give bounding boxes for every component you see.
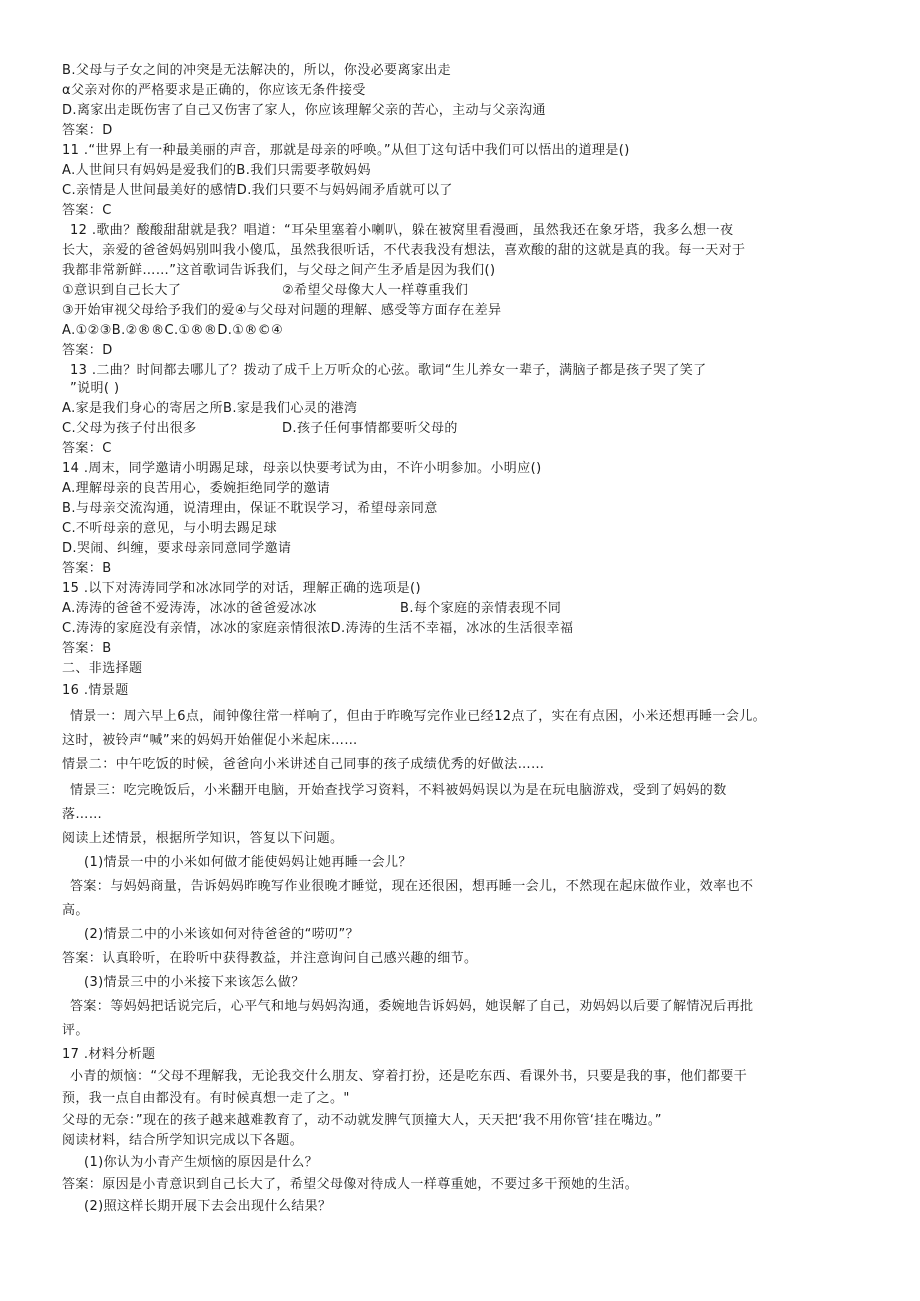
question-15-options-cd: C.涛涛的家庭没有亲情，冰冰的家庭亲情很浓D.涛涛的生活不幸福，冰冰的生活很幸福: [62, 621, 574, 636]
statement-1: ①意识到自己长大了: [62, 283, 182, 298]
sub-answer-2: 答案：认真聆听，在聆听中获得教益，并注意询问自己感兴趣的细节。: [62, 951, 478, 966]
sub-question-1: (1)情景一中的小米如何做才能使妈妈让她再睡一会儿？: [84, 855, 412, 870]
question-12-statements-1: [62, 282, 469, 299]
question-13: 13 .二曲？时间都去哪儿了？拨动了成千上万听众的心弦。歌词“生儿养女一辈子，满脑子都是孩子哭了笑了: [70, 363, 707, 378]
sub-question-17-2: (2)照这样长期开展下去会出现什么结果？: [84, 1199, 332, 1214]
question-12-statements-2: ③开始审视父母给予我们的爱④与父母对问题的理解、感受等方面存在差异: [62, 303, 502, 318]
option-a: A.涛涛的爸爸不爱涛涛，冰冰的爸爸爱冰冰: [62, 601, 317, 616]
answer-10: 答案：D: [62, 123, 113, 138]
question-15: 15 .以下对涛涛同学和冰冰同学的对话，理解正确的选项是(): [62, 581, 421, 596]
question-13-options-cd: [62, 420, 458, 437]
sub-answer-17-1: 答案：原因是小青意识到自己长大了，希望父母像对待成人一样尊重她，不要过多干预她的生活。: [62, 1177, 639, 1192]
question-14-option-b: B.与母亲交流沟通，说清理由，保证不耽误学习，希望母亲同意: [62, 501, 438, 516]
question-12-cont-2: 我都非常新鲜……”这首歌词告诉我们，与父母之间产生矛盾是因为我们(): [62, 263, 496, 278]
section-heading: 二、非选择题: [62, 661, 143, 676]
answer-13: 答案：C: [62, 441, 112, 456]
question-12: 12 .歌曲？酸酸甜甜就是我？唱道：“耳朵里塞着小喇叭，躲在被窝里看漫画，虽然我还在象牙塔，我多么想一夜: [70, 223, 734, 238]
answer-14: 答案：B: [62, 561, 112, 576]
question-12-cont-1: 长大，亲爱的爸爸妈妈别叫我小傻瓜，虽然我很听话，不代表我没有想法，喜欢酸的甜的这就是真的我。每一天对于: [62, 243, 746, 258]
scenario-2: 情景二：中午吃饭的时候，爸爸向小米讲述自己同事的孩子成绩优秀的好做法……: [62, 757, 545, 772]
instruction: 阅读上述情景，根据所学知识，答复以下问题。: [62, 831, 344, 846]
question-11-options-ab: A.人世间只有妈妈是爱我们的B.我们只需要孝敬妈妈: [62, 163, 371, 178]
scenario-3: 情景三：吃完晚饭后，小米翻开电脑，开始查找学习资料，不料被妈妈误以为是在玩电脑游戏，受到了妈妈的数: [70, 783, 727, 798]
material-1: 小青的烦恼：“父母不理解我，无论我交什么朋友、穿着打扮，还是吃东西、看课外书，只要是我的事，他们都要干: [70, 1069, 748, 1084]
material-1-cont: 预，我一点自由都没有。有时候真想一走了之。": [62, 1091, 350, 1106]
question-11-options-cd: C.亲情是人世间最美好的感情D.我们只要不与妈妈闹矛盾就可以了: [62, 183, 453, 198]
scenario-3-cont: 落……: [62, 807, 103, 822]
question-13-cont: ”说明( ): [70, 381, 120, 396]
sub-answer-3-cont: 评。: [62, 1023, 89, 1038]
option-b: B.每个家庭的亲情表现不同: [400, 601, 562, 616]
question-14: 14 .周末，同学邀请小明踢足球，母亲以快要考试为由，不许小明参加。小明应(): [62, 461, 542, 476]
sub-answer-1-cont: 高。: [62, 903, 89, 918]
option-b: B.父母与子女之间的冲突是无法解决的，所以，你没必要离家出走: [62, 63, 452, 78]
answer-15: 答案：B: [62, 641, 112, 656]
answer-12: 答案：D: [62, 343, 113, 358]
sub-question-17-1: (1)你认为小青产生烦恼的原因是什么？: [84, 1155, 319, 1170]
question-14-option-a: A.理解母亲的良苦用心，委婉拒绝同学的邀请: [62, 481, 331, 496]
scenario-1-cont: 这时，被铃声“喊”来的妈妈开始催促小米起床……: [62, 733, 358, 748]
option-d: D.孩子任何事情都要听父母的: [282, 421, 458, 436]
instruction-17: 阅读材料，结合所学知识完成以下各题。: [62, 1133, 304, 1148]
option-c: α父亲对你的严格要求是正确的，你应该无条件接受: [62, 83, 366, 98]
sub-answer-3: 答案：等妈妈把话说完后，心平气和地与妈妈沟通，委婉地告诉妈妈，她误解了自己，劝妈妈以后要了解情况后再批: [70, 999, 754, 1014]
option-d: D.离家出走既伤害了自己又伤害了家人，你应该理解父亲的苦心，主动与父亲沟通: [62, 103, 546, 118]
question-17: 17 .材料分析题: [62, 1047, 156, 1062]
option-c: C.父母为孩子付出很多: [62, 421, 197, 436]
sub-answer-1: 答案：与妈妈商量，告诉妈妈昨晚写作业很晚才睡觉，现在还很困，想再睡一会儿，不然现在起床做作业，效率也不: [70, 879, 754, 894]
question-16: 16 .情景题: [62, 683, 129, 698]
question-12-options: A.①②③B.②®®C.①®®D.①®©④: [62, 323, 284, 338]
material-2: 父母的无奈：”现在的孩子越来越难教育了，动不动就发脾气顶撞大人，天天把‘我不用你管‘挂在嘴边。”: [62, 1113, 662, 1128]
question-15-options-ab: [62, 600, 562, 617]
sub-question-2: (2)情景二中的小米该如何对待爸爸的“唠叨”？: [84, 927, 360, 942]
scenario-1: 情景一：周六早上6点，闹钟像往常一样响了，但由于昨晚写完作业已经12点了，实在有点困，小米还想再睡一会儿。: [70, 709, 767, 724]
answer-11: 答案：C: [62, 203, 112, 218]
question-14-option-c: C.不听母亲的意见，与小明去踢足球: [62, 521, 278, 536]
question-11: 11 .“世界上有一种最美丽的声音，那就是母亲的呼唤。”从但丁这句话中我们可以悟出的道理是(): [62, 143, 630, 158]
statement-2: ②希望父母像大人一样尊重我们: [282, 283, 469, 298]
question-13-options-ab: A.家是我们身心的寄居之所B.家是我们心灵的港湾: [62, 401, 358, 416]
sub-question-3: (3)情景三中的小米接下来该怎么做？: [84, 975, 305, 990]
question-14-option-d: D.哭闹、纠缠，要求母亲同意同学邀请: [62, 541, 292, 556]
